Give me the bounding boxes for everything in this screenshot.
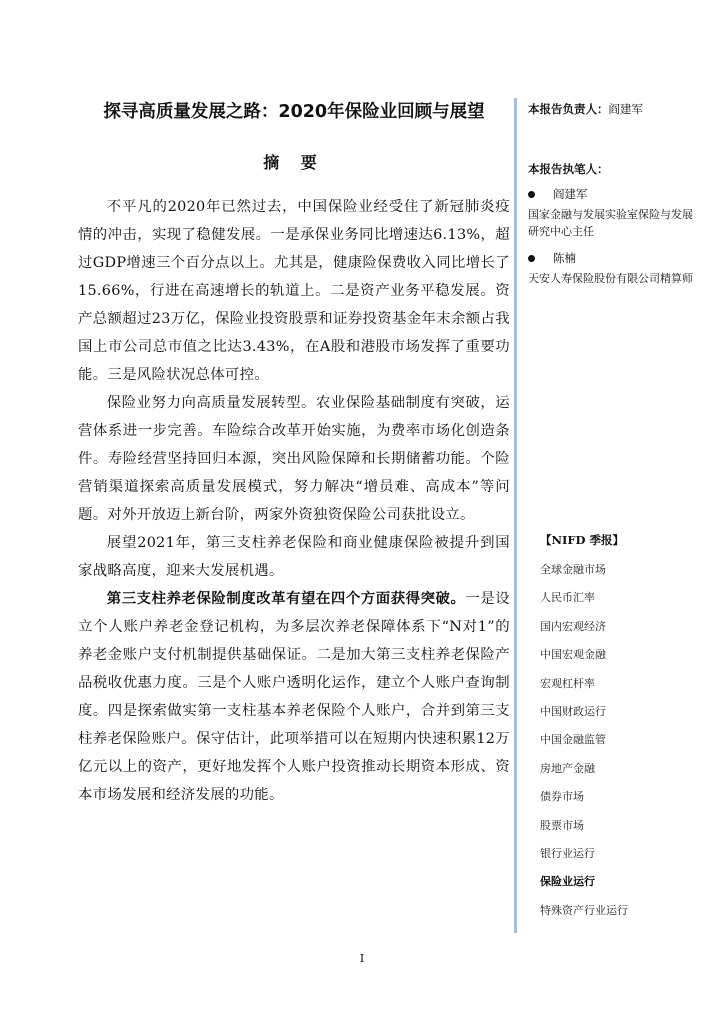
responsible-name: 阎建军 bbox=[608, 102, 643, 116]
author-affiliation: 国家金融与发展实验室保险与发展研究中心主任 bbox=[528, 208, 693, 238]
nifd-item: 股票市场 bbox=[540, 818, 584, 832]
author-entry bbox=[528, 186, 698, 240]
abstract-heading: 摘 要 bbox=[263, 153, 325, 172]
paragraph-bold-lead: 第三支柱养老保险制度改革有望在四个方面获得突破。 bbox=[106, 590, 466, 607]
main-content bbox=[78, 90, 510, 809]
author-entry bbox=[528, 250, 698, 287]
nifd-item: 全球金融市场 bbox=[540, 563, 606, 576]
nifd-item: 国内宏观经济 bbox=[540, 619, 606, 633]
author-affiliation: 天安人寿保险股份有限公司精算师 bbox=[528, 272, 693, 285]
nifd-heading: 【NIFD 季报】 bbox=[540, 533, 625, 547]
nifd-item: 保险业运行 bbox=[540, 875, 595, 889]
bullet-icon bbox=[528, 191, 535, 198]
nifd-item: 房地产金融 bbox=[540, 761, 595, 775]
abstract-paragraph bbox=[78, 529, 510, 585]
paragraph-text: 一是设立个人账户养老金登记机构，为多层次养老保障体系下“N对1”的养老金账户支付机制提供基础保证。二是加大第三支柱养老保险产品税收优惠力度。三是个人账户透明化运作，建立个人账户查询制度。四是探索做实第一支柱基本养老保险个人账户，合并到第三支柱养老保险账户。保守估计，此项举措可以在短期内快速积累12万亿元以上的资产，更好地发挥个人账户投资推动长期资本形成、资本市场发展和经济发展的功能。 bbox=[78, 591, 510, 803]
page-number: I bbox=[359, 952, 365, 965]
responsible-label: 本报告负责人： bbox=[528, 102, 609, 116]
abstract-body bbox=[78, 193, 510, 809]
responsible-line bbox=[528, 100, 698, 118]
paragraph-text: 展望2021年，第三支柱养老保险和商业健康保险被提升到国家战略高度，迎来大发展机遇。 bbox=[78, 535, 510, 579]
authors-label: 本报告执笔人： bbox=[528, 162, 609, 176]
abstract-paragraph bbox=[78, 193, 510, 389]
author-list bbox=[528, 186, 698, 287]
nifd-item: 中国金融监管 bbox=[540, 733, 606, 747]
abstract-paragraph bbox=[78, 389, 510, 529]
abstract-paragraph bbox=[78, 585, 510, 809]
paragraph-text: 保险业努力向高质量发展转型。农业保险基础制度有突破，运营体系进一步完善。车险综合改革开始实施，为费率市场化创造条件。寿险经营坚持回归本源，突出风险保障和长期储蓄功能。个险营销渠道探索高质量发展模式，努力解决“增员难、高成本”等问题。对外开放迈上新台阶，两家外资独资保险公司获批设立。 bbox=[78, 395, 510, 523]
nifd-items bbox=[540, 560, 690, 929]
nifd-series-list bbox=[540, 532, 690, 929]
nifd-item: 债券市场 bbox=[540, 790, 584, 804]
bullet-icon bbox=[528, 255, 535, 262]
author-name: 陈楠 bbox=[553, 251, 576, 265]
sidebar-info bbox=[528, 100, 698, 287]
nifd-item: 中国财政运行 bbox=[540, 704, 606, 718]
nifd-item: 银行业运行 bbox=[540, 846, 595, 860]
nifd-item: 中国宏观金融 bbox=[540, 648, 606, 662]
nifd-item: 人民币汇率 bbox=[540, 591, 595, 605]
sidebar-divider bbox=[514, 98, 517, 933]
author-line bbox=[528, 186, 698, 202]
author-name: 阎建军 bbox=[553, 187, 588, 201]
nifd-item: 宏观杠杆率 bbox=[540, 676, 595, 690]
paragraph-text: 不平凡的2020年已然过去，中国保险业经受住了新冠肺炎疫情的冲击，实现了稳健发展。一是承保业务同比增速达6.13%，超过GDP增速三个百分点以上。尤其是，健康险保费收入同比增长了15.66%，行进在高速增长的轨道上。二是资产业务平稳发展。资产总额超过23万亿，保险业投资股票和证券投资基金年末余额占我国上市公司总市值之比达3.43%，在A股和港股市场发挥了重要功能。三是风险状况总体可控。 bbox=[78, 199, 510, 383]
report-title: 探寻高质量发展之路：2020年保险业回顾与展望 bbox=[103, 102, 485, 122]
author-line bbox=[528, 250, 698, 266]
nifd-item: 特殊资产行业运行 bbox=[540, 903, 628, 917]
